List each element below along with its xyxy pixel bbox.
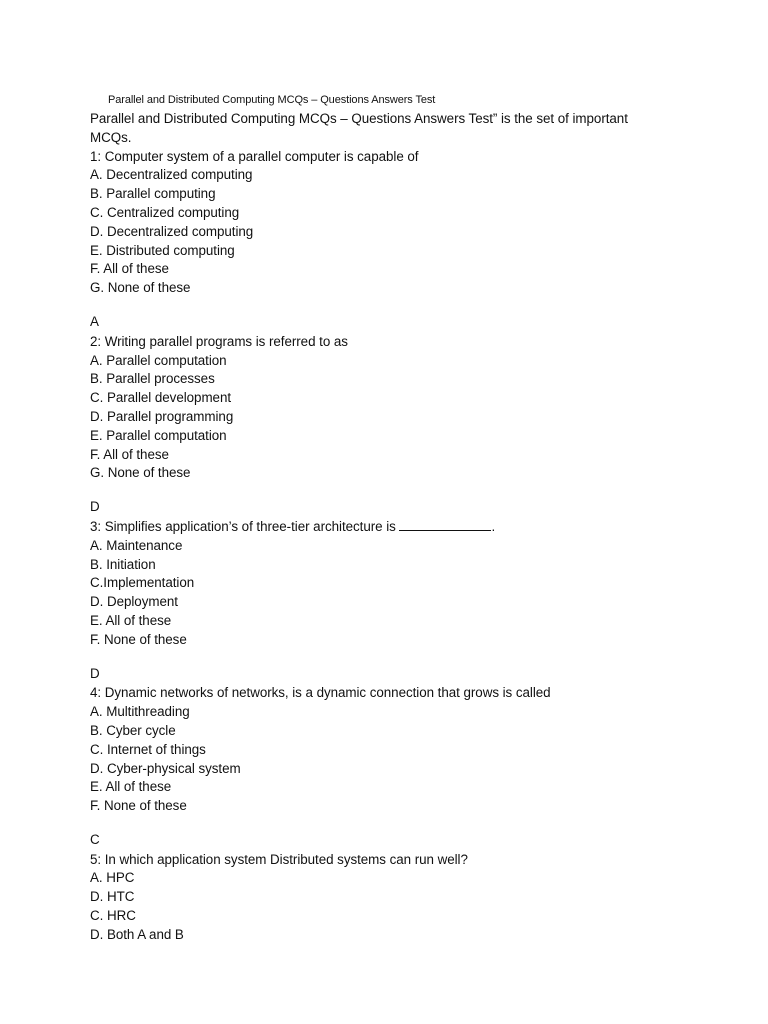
answer-label: D [90, 499, 100, 515]
option-item: E. Parallel computation [90, 427, 227, 443]
option-item: A. Parallel computation [90, 352, 227, 368]
page-header-title: Parallel and Distributed Computing MCQs – Questions Answers Test [108, 94, 436, 106]
question-text: 2: Writing parallel programs is referred to as [90, 333, 348, 349]
answer-label: A [90, 313, 99, 329]
option-item: D. Deployment [90, 594, 178, 610]
option-item: G. None of these [90, 280, 191, 296]
question-1 [90, 148, 670, 332]
option-item: B. Parallel computing [90, 186, 216, 202]
question-2 [90, 333, 670, 517]
intro-line-2: MCQs. [90, 129, 132, 145]
question-5 [90, 851, 670, 945]
option-item: F. None of these [90, 631, 187, 647]
question-text-end: . [491, 518, 496, 534]
question-text: 5: In which application system Distributed systems can run well? [90, 851, 468, 867]
option-item: B. Parallel processes [90, 371, 215, 387]
option-item: F. All of these [90, 261, 169, 277]
question-3 [90, 518, 670, 683]
question-text: 4: Dynamic networks of networks, is a dynamic connection that grows is called [90, 685, 551, 701]
option-item: A. HPC [90, 870, 135, 886]
option-item: F. None of these [90, 798, 187, 814]
answer-label: C [90, 831, 100, 847]
option-item: F. All of these [90, 446, 169, 462]
option-item: D. Decentralized computing [90, 223, 254, 239]
option-item: D. Cyber-physical system [90, 760, 241, 776]
option-item: D. HTC [90, 889, 135, 905]
option-item: B. Cyber cycle [90, 722, 176, 738]
option-item: B. Initiation [90, 556, 156, 572]
fill-in-blank [399, 518, 491, 531]
question-text-start: 3: Simplifies application’s of three-tier architecture is [90, 518, 400, 534]
option-item: A. Multithreading [90, 704, 190, 720]
answer-label: D [90, 665, 100, 681]
question-text: 1: Computer system of a parallel computer is capable of [90, 148, 419, 164]
option-item: C. Parallel development [90, 390, 232, 406]
option-item: D. Parallel programming [90, 408, 234, 424]
option-item: E. All of these [90, 779, 172, 795]
question-text [90, 518, 670, 537]
intro-paragraph [90, 110, 670, 148]
option-item: C. HRC [90, 908, 136, 924]
option-item: C.Implementation [90, 575, 195, 591]
option-item: C. Centralized computing [90, 204, 240, 220]
option-item: C. Internet of things [90, 741, 206, 757]
option-item: E. Distributed computing [90, 242, 235, 258]
option-item: D. Both A and B [90, 926, 184, 942]
option-item: E. All of these [90, 612, 172, 628]
option-item: A. Decentralized computing [90, 167, 253, 183]
document-body [90, 110, 670, 945]
question-4 [90, 684, 670, 849]
intro-line-1: Parallel and Distributed Computing MCQs – Questions Answers Test” is the set of important [90, 111, 628, 126]
option-item: G. None of these [90, 465, 191, 481]
option-item: A. Maintenance [90, 537, 183, 553]
